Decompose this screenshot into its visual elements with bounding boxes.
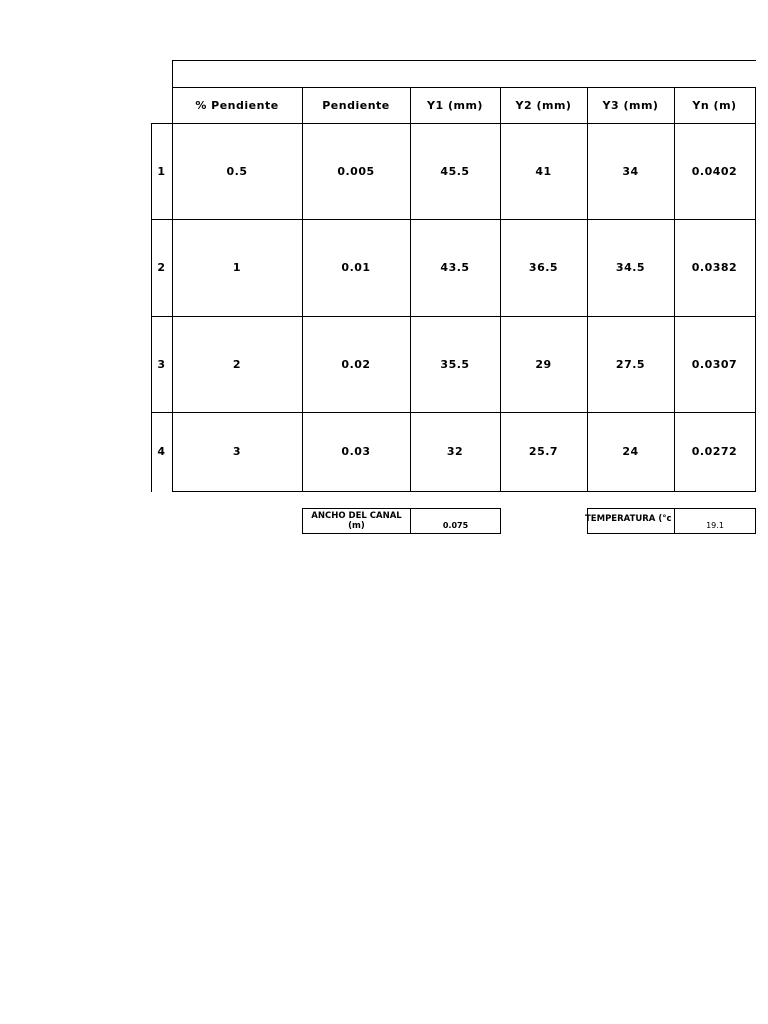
ancho-canal-label bbox=[303, 509, 410, 533]
cell-pct-pendiente: 3 bbox=[232, 445, 242, 458]
cell-pendiente: 0.03 bbox=[341, 445, 371, 458]
header-y2: Y2 (mm) bbox=[515, 98, 572, 112]
header-y1: Y1 (mm) bbox=[427, 98, 483, 112]
cell-pendiente: 0.005 bbox=[337, 164, 375, 178]
temperatura-label: TEMPERATURA (°c bbox=[585, 514, 672, 524]
cell-pct-pendiente: 1 bbox=[232, 261, 242, 274]
ancho-canal-value: 0.075 bbox=[442, 521, 469, 530]
row-index: 2 bbox=[157, 261, 166, 274]
cell-pct-pendiente: 2 bbox=[232, 357, 242, 371]
cell-yn: 0.0402 bbox=[691, 164, 738, 178]
cell-y3: 34.5 bbox=[615, 261, 646, 274]
header-pct-pendiente: % Pendiente bbox=[195, 98, 279, 112]
cell-y3: 27.5 bbox=[615, 357, 646, 371]
cell-y1: 43.5 bbox=[440, 261, 470, 274]
table-bottom-border bbox=[172, 491, 756, 492]
header-pendiente: Pendiente bbox=[322, 98, 390, 112]
cell-pct-pendiente: 0.5 bbox=[226, 164, 248, 178]
ancho-canal-label-line2: (m) bbox=[348, 521, 365, 531]
title-top-border bbox=[172, 60, 756, 61]
cell-y3: 34 bbox=[622, 164, 639, 178]
ancho-canal-label-line1: ANCHO DEL CANAL bbox=[311, 511, 402, 521]
cell-yn: 0.0307 bbox=[691, 357, 738, 371]
header-y3: Y3 (mm) bbox=[602, 98, 659, 112]
cell-y3: 24 bbox=[622, 445, 639, 458]
cell-y2: 36.5 bbox=[528, 261, 559, 274]
row-index: 1 bbox=[157, 164, 166, 178]
cell-pendiente: 0.02 bbox=[341, 357, 371, 371]
cell-y1: 45.5 bbox=[440, 164, 470, 178]
table-right-border bbox=[755, 87, 756, 492]
header-yn: Yn (m) bbox=[692, 98, 737, 112]
cell-y2: 41 bbox=[535, 164, 552, 178]
row-index: 4 bbox=[157, 445, 166, 458]
cell-y1: 35.5 bbox=[440, 357, 470, 371]
cell-y2: 25.7 bbox=[528, 445, 559, 458]
cell-y2: 29 bbox=[535, 357, 552, 371]
cell-y1: 32 bbox=[446, 445, 464, 458]
row-index: 3 bbox=[157, 357, 166, 371]
cell-yn: 0.0382 bbox=[691, 261, 738, 274]
cell-pendiente: 0.01 bbox=[341, 261, 371, 274]
temperatura-value: 19.1 bbox=[706, 521, 724, 530]
cell-yn: 0.0272 bbox=[691, 445, 738, 458]
